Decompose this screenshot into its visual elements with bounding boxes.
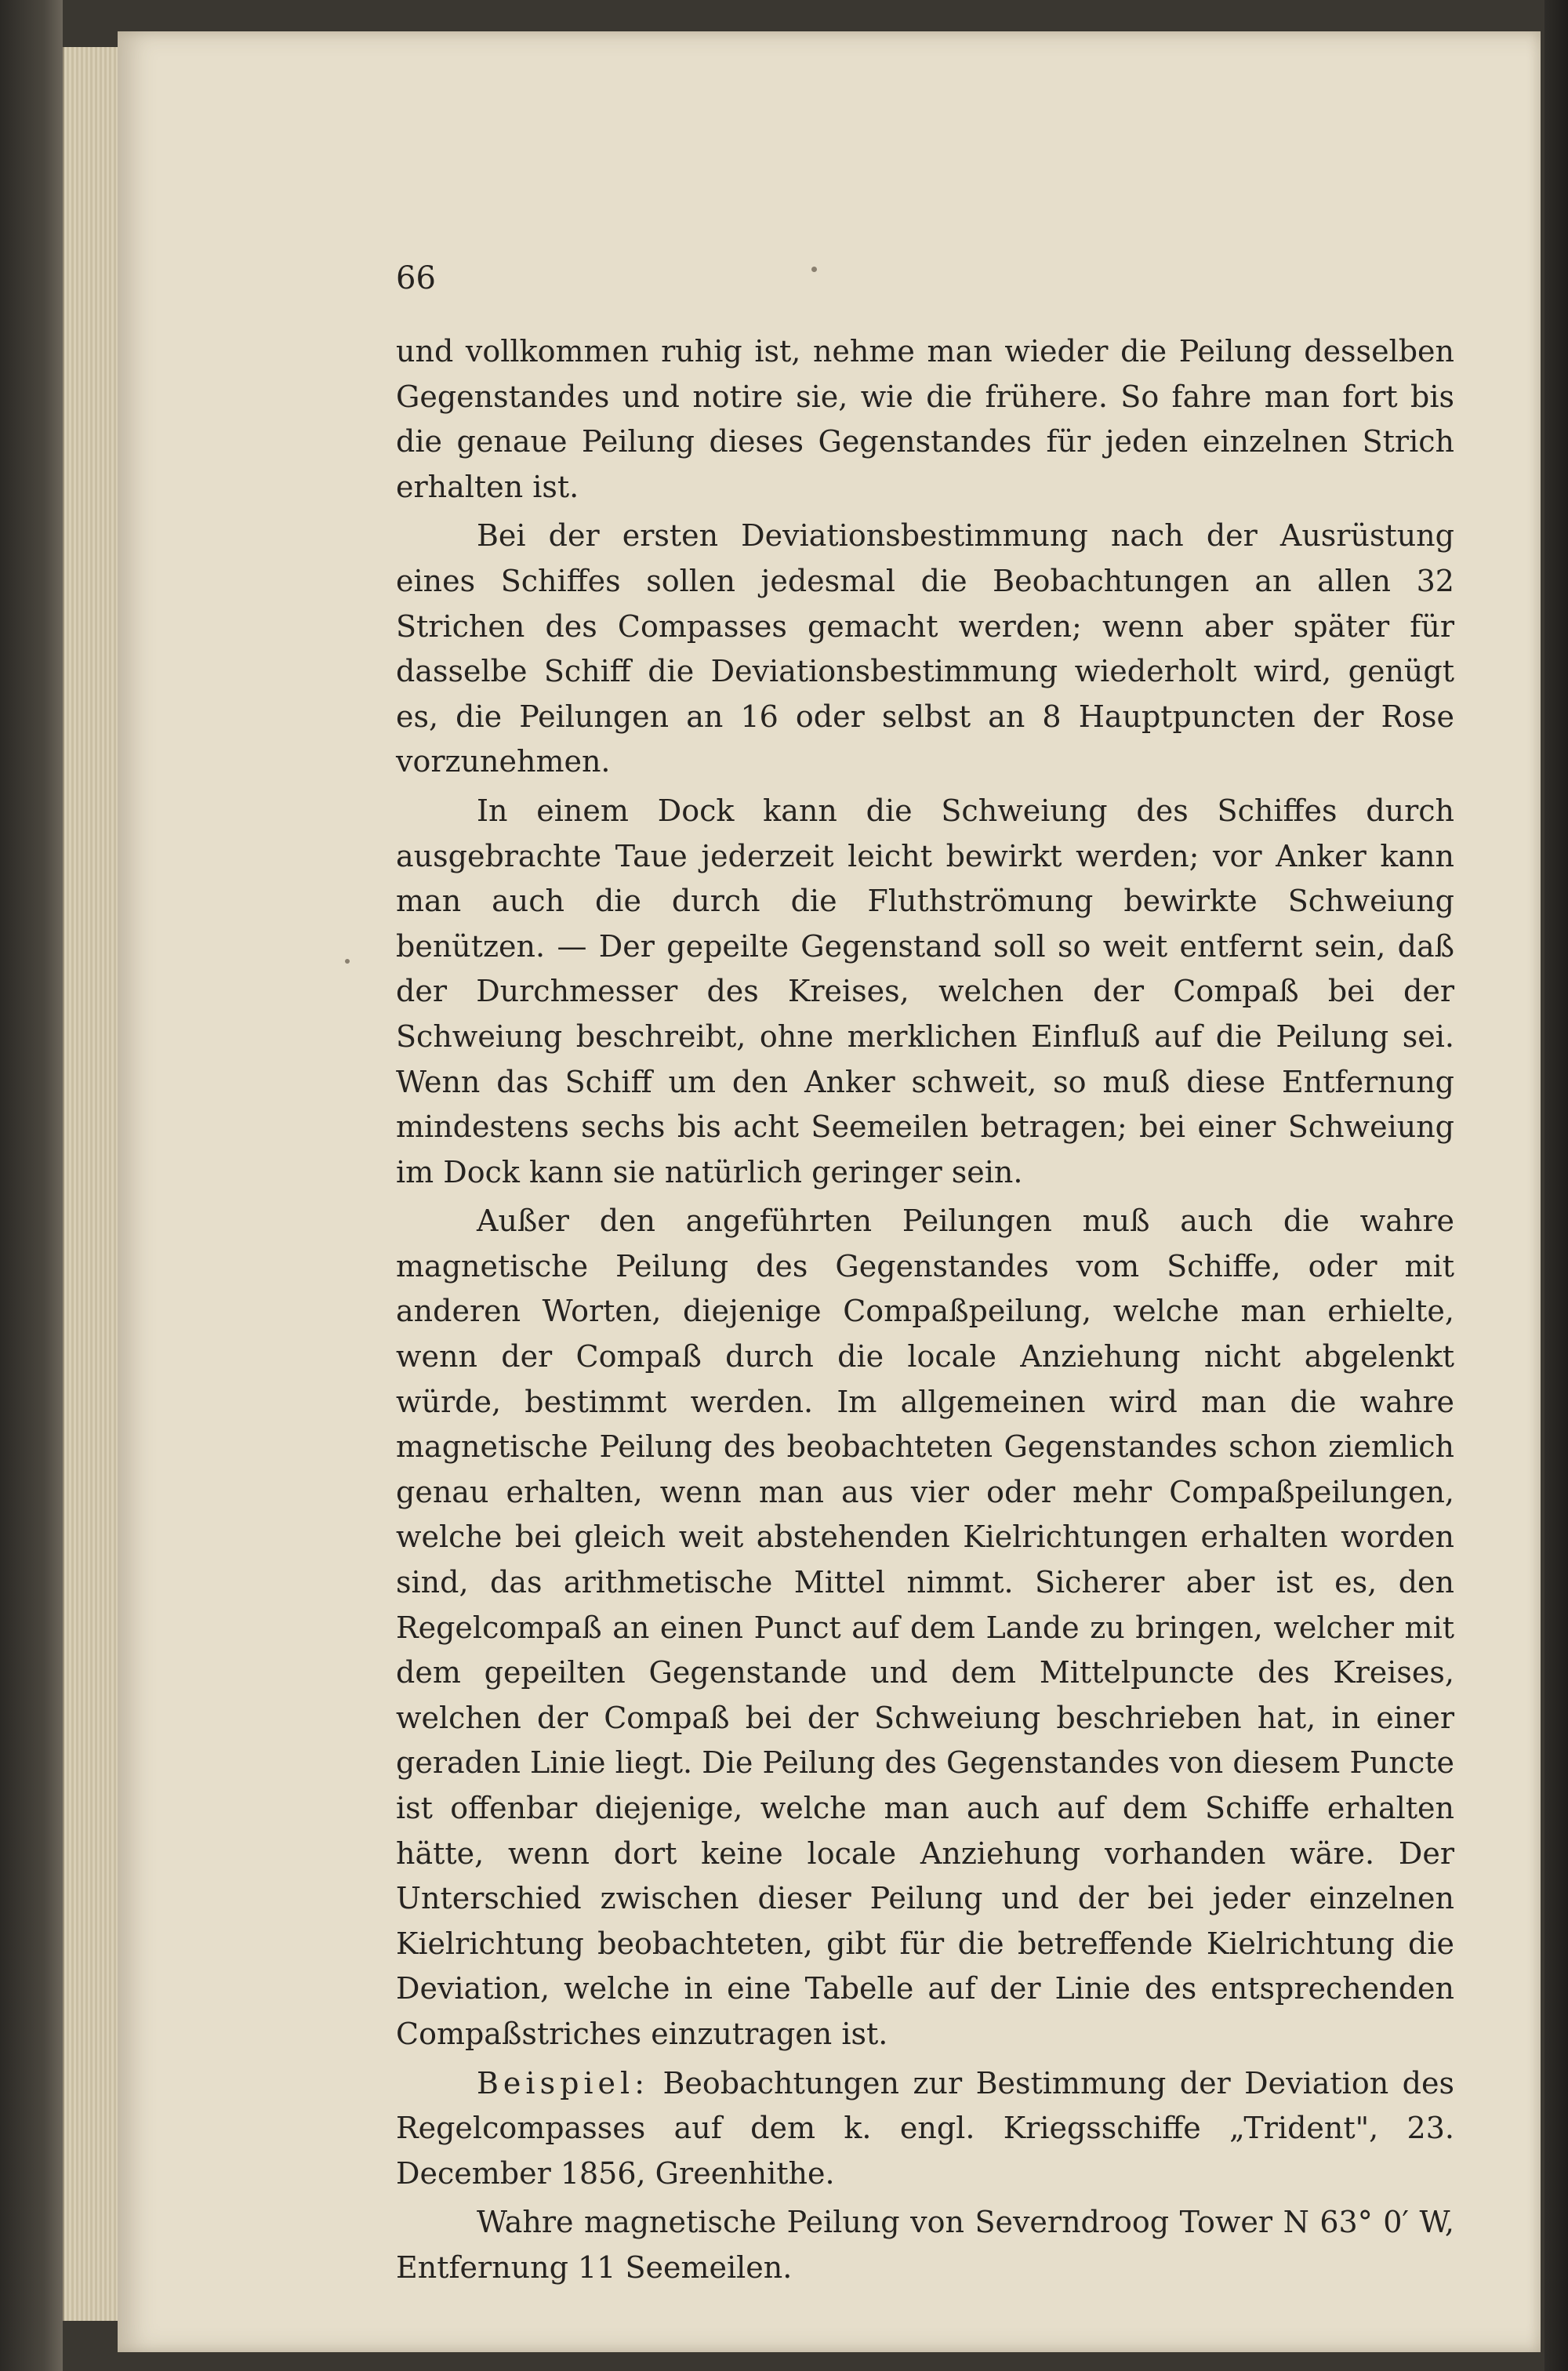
book-cover-left — [0, 0, 63, 2371]
ink-speck — [811, 267, 817, 272]
book-cover-right — [1544, 0, 1568, 2371]
paragraph-swinging: In einem Dock kann die Schweiung des Schiffes durch ausgebrachte Taue jederzeit leicht bewirkt werden; vor Anker kann man auch die durch die Fluthströmung bewirkte Schweiung benützen. — Der gepeilte Gegenstand soll so weit entfernt sein, daß der Durchmesser des Kreises, welchen der Compaß bei der Schweiung beschreibt, ohne merklichen Einfluß auf die Peilung sei. Wenn das Schiff um den Anker schweit, so muß diese Entfernung mindestens sechs bis acht Seemeilen betragen; bei einer Schweiung im Dock kann sie natürlich geringer sein. — [396, 793, 1454, 1189]
paragraph-magnetic-bearing: Außer den angeführten Peilungen muß auch die wahre magnetische Peilung des Gegenstandes vom Schiffe, oder mit anderen Worten, diejenige Compaßpeilung, welche man erhielte, wenn der Compaß durch die locale Anziehung nicht abgelenkt würde, bestimmt werden. Im allgemeinen wird man die wahre magnetische Peilung des beobachteten Gegenstandes schon ziemlich genau erhalten, wenn man aus vier oder mehr Compaßpeilungen, welche bei gleich weit abstehenden Kielrichtungen erhalten worden sind, das arithmetische Mittel nimmt. Sicherer aber ist es, den Regelcompaß an einen Punct auf dem Lande zu bringen, welcher mit dem gepeilten Gegenstande und dem Mittelpuncte des Kreises, welchen der Compaß bei der Schweiung beschrieben hat, in einer geraden Linie liegt. Die Peilung des Gegenstandes von diesem Puncte ist offenbar diejenige, welche man auch auf dem Schiffe erhalten hätte, wenn dort keine locale Anziehung vorhanden wäre. Der Unterschied zwischen dieser Peilung und der bei jeder einzelnen Kielrichtung beobachteten, gibt für die betreffende Kielrichtung die Deviation, welche in eine Tabelle auf der Linie des entsprechenden Compaßstriches einzutragen ist. — [396, 1204, 1454, 2051]
page-body — [396, 329, 1454, 2291]
paragraph-continuation: und vollkommen ruhig ist, nehme man wieder die Peilung desselben Gegenstandes und notire sie, wie die frühere. So fahre man fort bis die genaue Peilung dieses Gegenstandes für jeden einzelnen Strich erhalten ist. — [396, 334, 1454, 504]
ink-speck — [345, 959, 350, 964]
paragraph-deviation-determination: Bei der ersten Deviationsbestimmung nach der Ausrüstung eines Schiffes sollen jedesmal die Beobachtungen an allen 32 Strichen des Compasses gemacht werden; wenn aber später für dasselbe Schiff die Deviationsbestimmung wiederholt wird, genügt es, die Peilungen an 16 oder selbst an 8 Hauptpuncten der Rose vorzunehmen. — [396, 518, 1454, 779]
paragraph-example — [396, 2061, 1454, 2197]
page-number: 66 — [396, 260, 436, 296]
paragraph-bearing-value: Wahre magnetische Peilung von Severndroog Tower N 63° 0′ W, Entfernung 11 Seemeilen. — [396, 2205, 1454, 2285]
example-lead: Beispiel: — [477, 2065, 649, 2100]
example-text: Beobachtungen zur Bestimmung der Deviation des Regelcompasses auf dem k. engl. Kriegsschiffe „Trident", 23. December 1856, Greenhithe. — [396, 2065, 1454, 2191]
